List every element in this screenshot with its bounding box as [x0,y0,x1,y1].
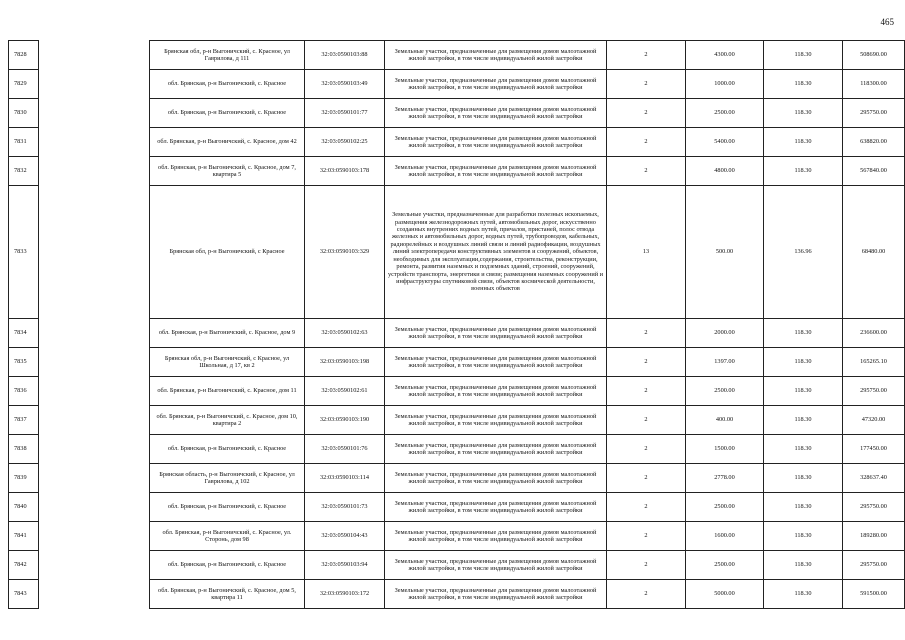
group-code-cell: 2 [607,522,686,551]
group-code-cell: 2 [607,551,686,580]
land-use-cell: Земельные участки, предназначенные для разработки полезных ископаемых, размещения железнодорожных путей, автомобильных дорог, искусственно созданных внутренних водных путей, причалов, пристаней, полос отвода железных и автомобильных дорог, водных путей, трубопроводов, кабельных, радиорелейных и воздушных линий связи и линий радиофикации, воздушных линий электропередачи конструктивных элементов и сооружений, объектов, необходимых для эксплуатации,содержания, строительства, реконструкции, ремонта, развития наземных и подземных зданий, строений, сооружений, устройств транспорта, энергетики и связи; размещения наземных сооружений и инфраструктуры спутниковой связи, объектов космической деятельности, военных объектов [385,186,607,319]
cadastral-value-cell: 295750.00 [843,493,905,522]
spacer-cell [39,157,150,186]
table-row [9,348,905,377]
row-number-cell: 7828 [9,41,39,70]
area-cell: 1500.00 [686,435,764,464]
land-use-cell: Земельные участки, предназначенные для размещения домов малоэтажной жилой застройки, в том числе индивидуальной жилой застройки [385,377,607,406]
cadastral-value-cell: 295750.00 [843,551,905,580]
area-cell: 400.00 [686,406,764,435]
cadastral-number-cell: 32:03:0590101:73 [305,493,385,522]
land-use-cell: Земельные участки, предназначенные для размещения домов малоэтажной жилой застройки, в том числе индивидуальной жилой застройки [385,580,607,609]
land-use-cell: Земельные участки, предназначенные для размещения домов малоэтажной жилой застройки, в том числе индивидуальной жилой застройки [385,522,607,551]
specific-value-cell: 118.30 [764,128,843,157]
row-number-cell: 7840 [9,493,39,522]
specific-value-cell: 118.30 [764,41,843,70]
row-number-cell: 7837 [9,406,39,435]
address-cell: обл. Брянская, р-н Выгоничский, с. Красное, дом 5, квартира 11 [150,580,305,609]
group-code-cell: 2 [607,377,686,406]
land-use-cell: Земельные участки, предназначенные для размещения домов малоэтажной жилой застройки, в том числе индивидуальной жилой застройки [385,348,607,377]
cadastral-value-cell: 47320.00 [843,406,905,435]
row-number-cell: 7831 [9,128,39,157]
spacer-cell [39,464,150,493]
group-code-cell: 2 [607,70,686,99]
cadastral-value-cell: 591500.00 [843,580,905,609]
cadastral-value-cell: 177450.00 [843,435,905,464]
cadastral-value-cell: 295750.00 [843,377,905,406]
specific-value-cell: 118.30 [764,522,843,551]
row-number-cell: 7842 [9,551,39,580]
table-row [9,319,905,348]
specific-value-cell: 118.30 [764,348,843,377]
table-row [9,99,905,128]
spacer-cell [39,319,150,348]
area-cell: 5400.00 [686,128,764,157]
address-cell: обл. Брянская, р-н Выгоничский, с. Красное, дом 42 [150,128,305,157]
row-number-cell: 7834 [9,319,39,348]
specific-value-cell: 118.30 [764,464,843,493]
group-code-cell: 2 [607,41,686,70]
cadastral-value-cell: 295750.00 [843,99,905,128]
address-cell: Брянская обл, р-н Выгоничский, с Красное [150,186,305,319]
spacer-cell [39,435,150,464]
land-use-cell: Земельные участки, предназначенные для размещения домов малоэтажной жилой застройки, в том числе индивидуальной жилой застройки [385,551,607,580]
land-use-cell: Земельные участки, предназначенные для размещения домов малоэтажной жилой застройки, в том числе индивидуальной жилой застройки [385,435,607,464]
specific-value-cell: 118.30 [764,319,843,348]
address-cell: обл. Брянская, р-н Выгоничский, с. Красное [150,70,305,99]
cadastral-value-cell: 236600.00 [843,319,905,348]
spacer-cell [39,41,150,70]
address-cell: обл. Брянская, р-н Выгоничский, с. Красное, дом 11 [150,377,305,406]
table-row [9,580,905,609]
cadastral-number-cell: 32:03:0590102:63 [305,319,385,348]
group-code-cell: 2 [607,128,686,157]
group-code-cell: 2 [607,493,686,522]
table-row [9,522,905,551]
group-code-cell: 2 [607,580,686,609]
row-number-cell: 7833 [9,186,39,319]
table-row [9,406,905,435]
land-use-cell: Земельные участки, предназначенные для размещения домов малоэтажной жилой застройки, в том числе индивидуальной жилой застройки [385,157,607,186]
area-cell: 2500.00 [686,99,764,128]
spacer-cell [39,348,150,377]
group-code-cell: 2 [607,319,686,348]
cadastral-value-cell: 567840.00 [843,157,905,186]
group-code-cell: 2 [607,99,686,128]
land-use-cell: Земельные участки, предназначенные для размещения домов малоэтажной жилой застройки, в том числе индивидуальной жилой застройки [385,319,607,348]
address-cell: Брянская обл, р-н Выгоничский, с Красное, ул Школьная, д 17, кв 2 [150,348,305,377]
spacer-cell [39,406,150,435]
spacer-cell [39,493,150,522]
specific-value-cell: 136.96 [764,186,843,319]
area-cell: 4800.00 [686,157,764,186]
cadastral-number-cell: 32:03:0590104:43 [305,522,385,551]
group-code-cell: 2 [607,348,686,377]
row-number-cell: 7829 [9,70,39,99]
cadastral-value-cell: 328637.40 [843,464,905,493]
row-number-cell: 7836 [9,377,39,406]
row-number-cell: 7830 [9,99,39,128]
specific-value-cell: 118.30 [764,493,843,522]
group-code-cell: 2 [607,406,686,435]
cadastral-value-cell: 508690.00 [843,41,905,70]
address-cell: Брянская область, р-н Выгоничский, с Красное, ул Гаврилова, д 102 [150,464,305,493]
spacer-cell [39,70,150,99]
table-row [9,157,905,186]
table-row [9,464,905,493]
address-cell: обл. Брянская, р-н Выгоничский, с. Красное [150,493,305,522]
land-use-cell: Земельные участки, предназначенные для размещения домов малоэтажной жилой застройки, в том числе индивидуальной жилой застройки [385,70,607,99]
table-row [9,128,905,157]
address-cell: обл. Брянская, р-н Выгоничский, с. Красное, дом 9 [150,319,305,348]
land-use-cell: Земельные участки, предназначенные для размещения домов малоэтажной жилой застройки, в том числе индивидуальной жилой застройки [385,99,607,128]
cadastral-number-cell: 32:03:0590103:88 [305,41,385,70]
group-code-cell: 2 [607,464,686,493]
specific-value-cell: 118.30 [764,70,843,99]
spacer-cell [39,551,150,580]
cadastral-number-cell: 32:03:0590101:77 [305,99,385,128]
area-cell: 500.00 [686,186,764,319]
cadastral-number-cell: 32:03:0590103:329 [305,186,385,319]
cadastral-number-cell: 32:03:0590103:178 [305,157,385,186]
table-row [9,435,905,464]
area-cell: 4300.00 [686,41,764,70]
group-code-cell: 2 [607,435,686,464]
cadastral-number-cell: 32:03:0590101:76 [305,435,385,464]
cadastral-number-cell: 32:03:0590103:94 [305,551,385,580]
row-number-cell: 7843 [9,580,39,609]
table-row [9,41,905,70]
land-use-cell: Земельные участки, предназначенные для размещения домов малоэтажной жилой застройки, в том числе индивидуальной жилой застройки [385,464,607,493]
cadastral-number-cell: 32:03:0590103:114 [305,464,385,493]
specific-value-cell: 118.30 [764,377,843,406]
table-row [9,70,905,99]
cadastral-value-cell: 118300.00 [843,70,905,99]
table-row [9,493,905,522]
cadastral-value-cell: 638820.00 [843,128,905,157]
specific-value-cell: 118.30 [764,406,843,435]
land-use-cell: Земельные участки, предназначенные для размещения домов малоэтажной жилой застройки, в том числе индивидуальной жилой застройки [385,41,607,70]
cadastral-value-table [8,40,905,609]
row-number-cell: 7838 [9,435,39,464]
area-cell: 1000.00 [686,70,764,99]
spacer-cell [39,186,150,319]
cadastral-number-cell: 32:03:0590102:25 [305,128,385,157]
cadastral-value-cell: 189280.00 [843,522,905,551]
table-body [9,41,905,609]
table-row [9,186,905,319]
cadastral-number-cell: 32:03:0590102:61 [305,377,385,406]
land-use-cell: Земельные участки, предназначенные для размещения домов малоэтажной жилой застройки, в том числе индивидуальной жилой застройки [385,128,607,157]
specific-value-cell: 118.30 [764,551,843,580]
area-cell: 2500.00 [686,377,764,406]
area-cell: 1600.00 [686,522,764,551]
cadastral-number-cell: 32:03:0590103:49 [305,70,385,99]
address-cell: обл. Брянская, р-н Выгоничский, с. Красное [150,99,305,128]
area-cell: 5000.00 [686,580,764,609]
cadastral-value-cell: 165265.10 [843,348,905,377]
cadastral-number-cell: 32:03:0590103:172 [305,580,385,609]
area-cell: 2500.00 [686,493,764,522]
row-number-cell: 7835 [9,348,39,377]
spacer-cell [39,580,150,609]
area-cell: 2500.00 [686,551,764,580]
spacer-cell [39,128,150,157]
land-use-cell: Земельные участки, предназначенные для размещения домов малоэтажной жилой застройки, в том числе индивидуальной жилой застройки [385,493,607,522]
address-cell: обл. Брянская, р-н Выгоничский, с. Красное [150,435,305,464]
specific-value-cell: 118.30 [764,435,843,464]
cadastral-number-cell: 32:03:0590103:190 [305,406,385,435]
area-cell: 2778.00 [686,464,764,493]
address-cell: Брянская обл, р-н Выгоничский, с. Красное, ул Гаврилова, д 111 [150,41,305,70]
row-number-cell: 7832 [9,157,39,186]
address-cell: обл. Брянская, р-н Выгоничский, с. Красное, ул. Сторонь, дом 98 [150,522,305,551]
area-cell: 1397.00 [686,348,764,377]
specific-value-cell: 118.30 [764,580,843,609]
specific-value-cell: 118.30 [764,99,843,128]
address-cell: обл. Брянская, р-н Выгоничский, с. Красное [150,551,305,580]
row-number-cell: 7841 [9,522,39,551]
land-use-cell: Земельные участки, предназначенные для размещения домов малоэтажной жилой застройки, в том числе индивидуальной жилой застройки [385,406,607,435]
group-code-cell: 13 [607,186,686,319]
spacer-cell [39,377,150,406]
area-cell: 2000.00 [686,319,764,348]
spacer-cell [39,99,150,128]
address-cell: обл. Брянская, р-н Выгоничский, с. Красное, дом 10, квартира 2 [150,406,305,435]
group-code-cell: 2 [607,157,686,186]
row-number-cell: 7839 [9,464,39,493]
specific-value-cell: 118.30 [764,157,843,186]
address-cell: обл. Брянская, р-н Выгоничский, с. Красное, дом 7, квартира 5 [150,157,305,186]
cadastral-value-cell: 68480.00 [843,186,905,319]
table-row [9,377,905,406]
cadastral-number-cell: 32:03:0590103:198 [305,348,385,377]
page-number: 465 [880,17,894,27]
table-row [9,551,905,580]
spacer-cell [39,522,150,551]
